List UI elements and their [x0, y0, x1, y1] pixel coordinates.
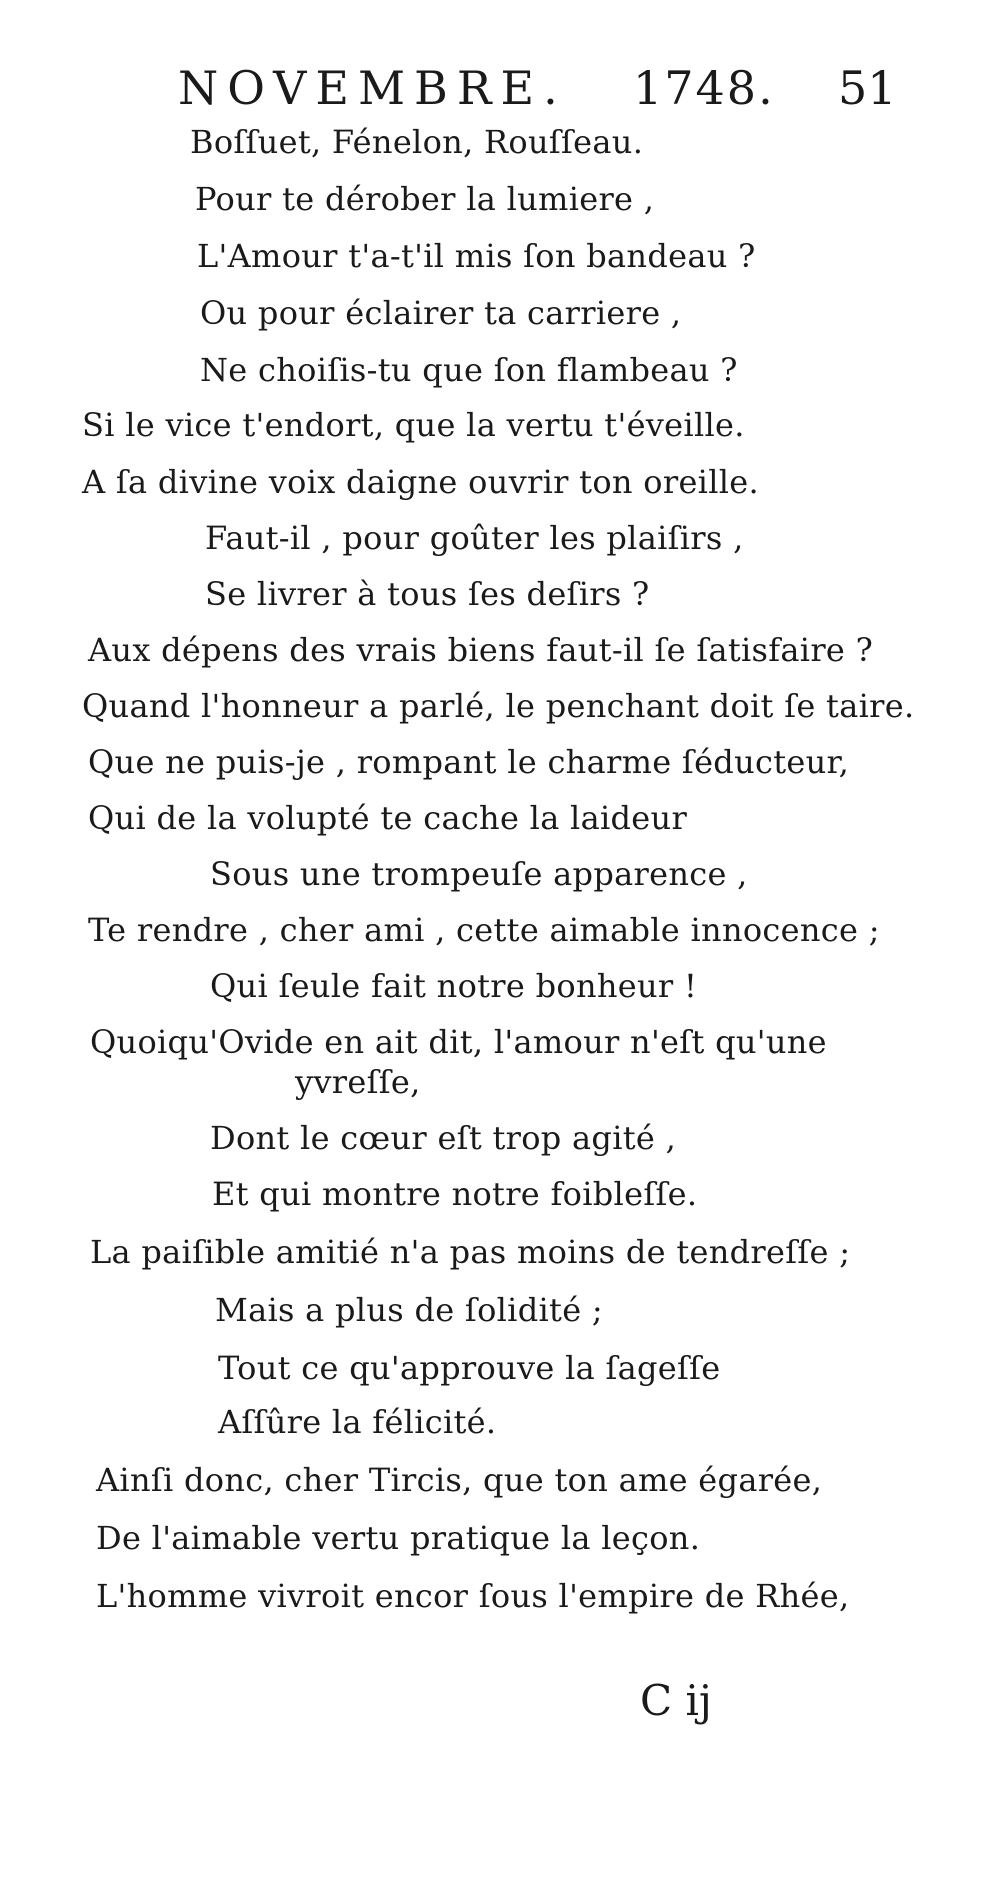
poem-line: Ne choiſis-tu que ſon flambeau ?: [200, 351, 738, 389]
poem-line: Boſſuet, Fénelon, Rouſſeau.: [190, 123, 644, 161]
poem-line: Et qui montre notre foibleſſe.: [212, 1175, 698, 1213]
poem-line: L'Amour t'a-t'il mis ſon bandeau ?: [197, 237, 756, 275]
poem-line: Si le vice t'endort, que la vertu t'éveille.: [82, 406, 745, 444]
poem-line: Aux dépens des vrais biens faut-il ſe ſatisfaire ?: [88, 631, 874, 669]
poem-line: Aſſûre la félicité.: [218, 1403, 497, 1441]
poem-line: De l'aimable vertu pratique la leçon.: [96, 1519, 701, 1557]
poem-line: Te rendre , cher ami , cette aimable innocence ;: [88, 911, 880, 949]
poem-line: Ou pour éclairer ta carriere ,: [200, 294, 682, 332]
page-number: 51: [838, 61, 897, 115]
poem-line: La paiſible amitié n'a pas moins de tendreſſe ;: [90, 1233, 851, 1271]
poem-line: Qui de la volupté te cache la laideur: [88, 799, 688, 837]
poem-line: Ainſi donc, cher Tircis, que ton ame égarée,: [96, 1461, 823, 1499]
poem-line: Dont le cœur eſt trop agité ,: [210, 1119, 677, 1157]
poem-line: Que ne puis-je , rompant le charme ſéducteur,: [88, 743, 850, 781]
poem-line: Quoiqu'Ovide en ait dit, l'amour n'eſt qu'une: [90, 1023, 827, 1061]
poem-line: yvreſſe,: [295, 1063, 421, 1101]
running-header: [178, 58, 898, 118]
header-month: NOVEMBRE.: [178, 61, 567, 115]
poem-line: Pour te dérober la lumiere ,: [195, 180, 655, 218]
poem-line: Faut-il , pour goûter les plaiſirs ,: [205, 519, 744, 557]
poem-line: Sous une trompeuſe apparence ,: [210, 855, 748, 893]
poem-line: Mais a plus de ſolidité ;: [215, 1291, 603, 1329]
poem-line: Qui ſeule fait notre bonheur !: [210, 967, 698, 1005]
signature-mark: C ij: [640, 1676, 712, 1725]
poem-line: Se livrer à tous ſes deſirs ?: [205, 575, 650, 613]
poem-line: A ſa divine voix daigne ouvrir ton oreille.: [82, 463, 759, 501]
poem-line: Tout ce qu'approuve la ſageſſe: [218, 1349, 721, 1387]
poem-line: L'homme vivroit encor ſous l'empire de Rhée,: [96, 1577, 850, 1615]
poem-line: Quand l'honneur a parlé, le penchant doit ſe taire.: [82, 687, 915, 725]
header-year: 1748.: [633, 61, 775, 115]
